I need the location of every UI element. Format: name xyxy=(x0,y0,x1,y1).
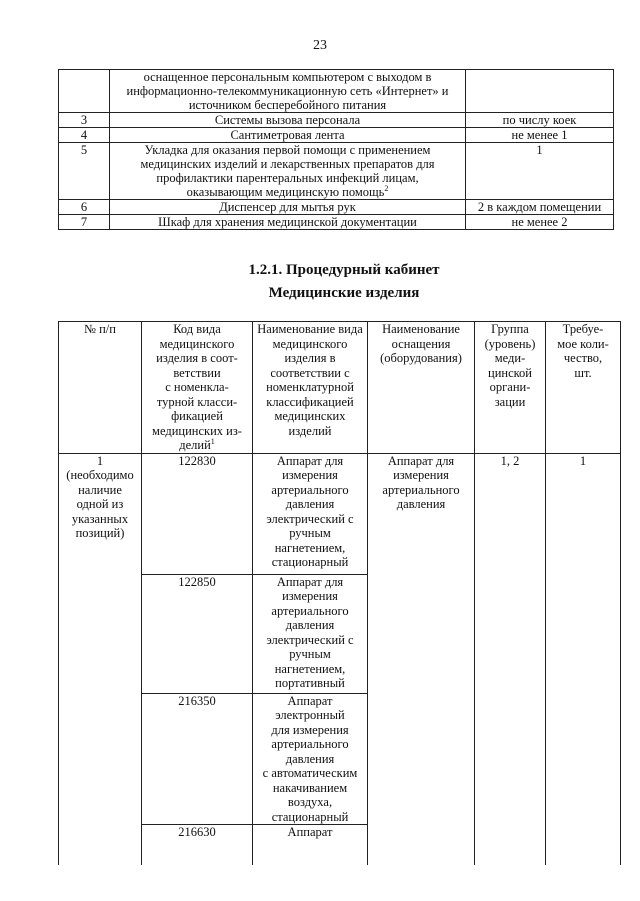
text-line: № п/п xyxy=(84,322,116,336)
text-line: стационарный xyxy=(271,555,349,569)
text-line: артериального xyxy=(271,737,349,751)
text-line: фикацией xyxy=(171,409,223,423)
text-line: (уровень) xyxy=(484,336,536,351)
text-line: артериального xyxy=(382,482,460,497)
text-line: электрический с xyxy=(266,632,354,647)
table-row xyxy=(59,453,621,574)
row-description xyxy=(110,215,466,230)
text-line: шт. xyxy=(574,365,592,380)
header-equipment-name xyxy=(368,322,475,454)
text-line: электрический с xyxy=(266,511,354,526)
row-number: 5 xyxy=(59,143,110,200)
text-line: нагнетением, xyxy=(274,540,346,555)
text-line: давления xyxy=(396,497,446,511)
text-line: оказывающим медицинскую помощь$^2$ xyxy=(186,183,389,199)
text-line: наличие xyxy=(78,482,122,497)
text-line: медицинского xyxy=(159,336,235,351)
text-line: указанных xyxy=(71,511,129,526)
table-row xyxy=(59,70,614,113)
text-line: Код вида xyxy=(173,322,221,336)
text-line: ручным xyxy=(289,526,331,540)
text-line: медицинского xyxy=(272,336,348,351)
text-line: изделия в xyxy=(284,351,336,365)
table-row xyxy=(59,128,614,143)
text-line: Аппарат для xyxy=(276,574,344,589)
table-row xyxy=(59,113,614,128)
text-line: Сантиметровая лента xyxy=(230,128,345,142)
row-number: 6 xyxy=(59,200,110,215)
header-type-name xyxy=(253,322,368,454)
text-line: мое коли- xyxy=(557,336,609,351)
medical-devices-table xyxy=(58,321,621,865)
text-line: ветствии xyxy=(173,365,221,380)
text-line: (оборудования) xyxy=(380,351,462,365)
text-line: Аппарат xyxy=(287,693,333,708)
header-num xyxy=(59,322,142,454)
text-line: источником бесперебойного питания xyxy=(188,98,387,112)
item-name xyxy=(253,453,368,574)
text-line: давления xyxy=(285,751,335,766)
text-line: медицинских изделий и лекарственных препаратов для xyxy=(140,157,435,171)
text-line: одной из xyxy=(76,497,124,511)
text-line: изделий xyxy=(288,423,332,438)
text-line: цинской xyxy=(488,365,532,380)
text-line: информационно-телекоммуникационную сеть «Интернет» и xyxy=(126,84,449,98)
equipment-table-continued xyxy=(58,69,614,230)
text-line: Диспенсер для мытья рук xyxy=(219,200,356,214)
group-quantity: 1 xyxy=(546,453,621,865)
text-line: Группа xyxy=(491,322,529,336)
section-title: 1.2.1. Процедурный кабинет xyxy=(248,262,440,278)
row-description xyxy=(110,128,466,143)
text-line: измерения xyxy=(282,468,338,482)
item-code: 122850 xyxy=(142,574,253,693)
text-line: позиций) xyxy=(75,526,125,540)
text-line: Требуе- xyxy=(562,322,604,336)
item-code: 216350 xyxy=(142,693,253,825)
text-line: профилактики парентеральных инфекций лицам, xyxy=(156,171,419,185)
text-line: номенклатурной xyxy=(266,380,354,394)
text-line: органи- xyxy=(489,380,531,394)
text-line: чество, xyxy=(563,351,603,365)
item-name xyxy=(253,825,368,866)
item-code: 216630 xyxy=(142,825,253,866)
table-row xyxy=(59,143,614,200)
row-quantity: 2 в каждом помещении xyxy=(466,200,614,215)
text-line: накачиванием xyxy=(272,780,348,795)
row-quantity: 1 xyxy=(466,143,614,200)
item-name xyxy=(253,574,368,693)
item-name xyxy=(253,693,368,825)
text-line: классификацией xyxy=(266,394,354,409)
text-line: артериального xyxy=(271,603,349,618)
page-number: 23 xyxy=(313,38,327,53)
header-code xyxy=(142,322,253,454)
text-line: зации xyxy=(494,394,526,409)
text-line: соответствии с xyxy=(270,365,350,380)
text-line: стационарный xyxy=(271,809,349,824)
section-subtitle: Медицинские изделия xyxy=(268,285,420,301)
text-line: Системы вызова персонала xyxy=(214,113,361,127)
row-quantity: по числу коек xyxy=(466,113,614,128)
row-quantity xyxy=(466,70,614,113)
text-line: Наименование xyxy=(382,322,460,336)
row-quantity: не менее 1 xyxy=(466,128,614,143)
text-line: Наименование вида xyxy=(257,322,363,336)
text-line: Аппарат для xyxy=(276,453,344,468)
text-line: давления xyxy=(285,618,335,632)
text-line: с номенкла- xyxy=(165,380,229,394)
text-line: меди- xyxy=(494,351,526,365)
text-line: изделия в соот- xyxy=(156,351,238,365)
item-code: 122830 xyxy=(142,453,253,574)
text-line: 1 xyxy=(96,453,104,468)
row-number: 4 xyxy=(59,128,110,143)
group-number xyxy=(59,453,142,865)
row-number xyxy=(59,70,110,113)
text-line: измерения xyxy=(393,468,449,482)
row-description xyxy=(110,113,466,128)
group-level: 1, 2 xyxy=(475,453,546,865)
row-number: 7 xyxy=(59,215,110,230)
text-line: измерения xyxy=(282,589,338,603)
table-row xyxy=(59,215,614,230)
header-level xyxy=(475,322,546,454)
row-description xyxy=(110,143,466,200)
text-line: медицинских xyxy=(274,409,346,423)
group-equipment xyxy=(368,453,475,865)
text-line: давления xyxy=(285,497,335,511)
row-quantity: не менее 2 xyxy=(466,215,614,230)
text-line: (необходимо xyxy=(66,468,134,482)
text-line: медицинских из- xyxy=(152,423,242,438)
text-line: артериального xyxy=(271,482,349,497)
text-line: электронный xyxy=(275,708,345,722)
text-line: Укладка для оказания первой помощи с применением xyxy=(144,143,431,157)
text-line: нагнетением, xyxy=(274,661,346,676)
text-line: делий$^1$ xyxy=(179,436,215,452)
row-description xyxy=(110,70,466,113)
header-quantity xyxy=(546,322,621,454)
footnote-mark: 1 xyxy=(210,436,215,446)
row-description xyxy=(110,200,466,215)
table-row xyxy=(59,200,614,215)
text-line: ручным xyxy=(289,647,331,661)
table-header-row xyxy=(59,322,621,454)
text-line: для измерения xyxy=(271,722,349,737)
text-line: воздуха, xyxy=(287,795,333,809)
text-line: оснащенное персональным компьютером с выходом в xyxy=(143,70,432,84)
text-line: оснащения xyxy=(391,336,451,351)
footnote-mark: 2 xyxy=(384,183,389,193)
text-line: Аппарат для xyxy=(387,453,455,468)
text-line: с автоматическим xyxy=(262,766,358,780)
text-line: Шкаф для хранения медицинской документации xyxy=(158,215,417,229)
text-line: турной класси- xyxy=(156,394,238,409)
row-number: 3 xyxy=(59,113,110,128)
text-line: портативный xyxy=(275,676,345,690)
text-line: Аппарат xyxy=(287,825,333,839)
